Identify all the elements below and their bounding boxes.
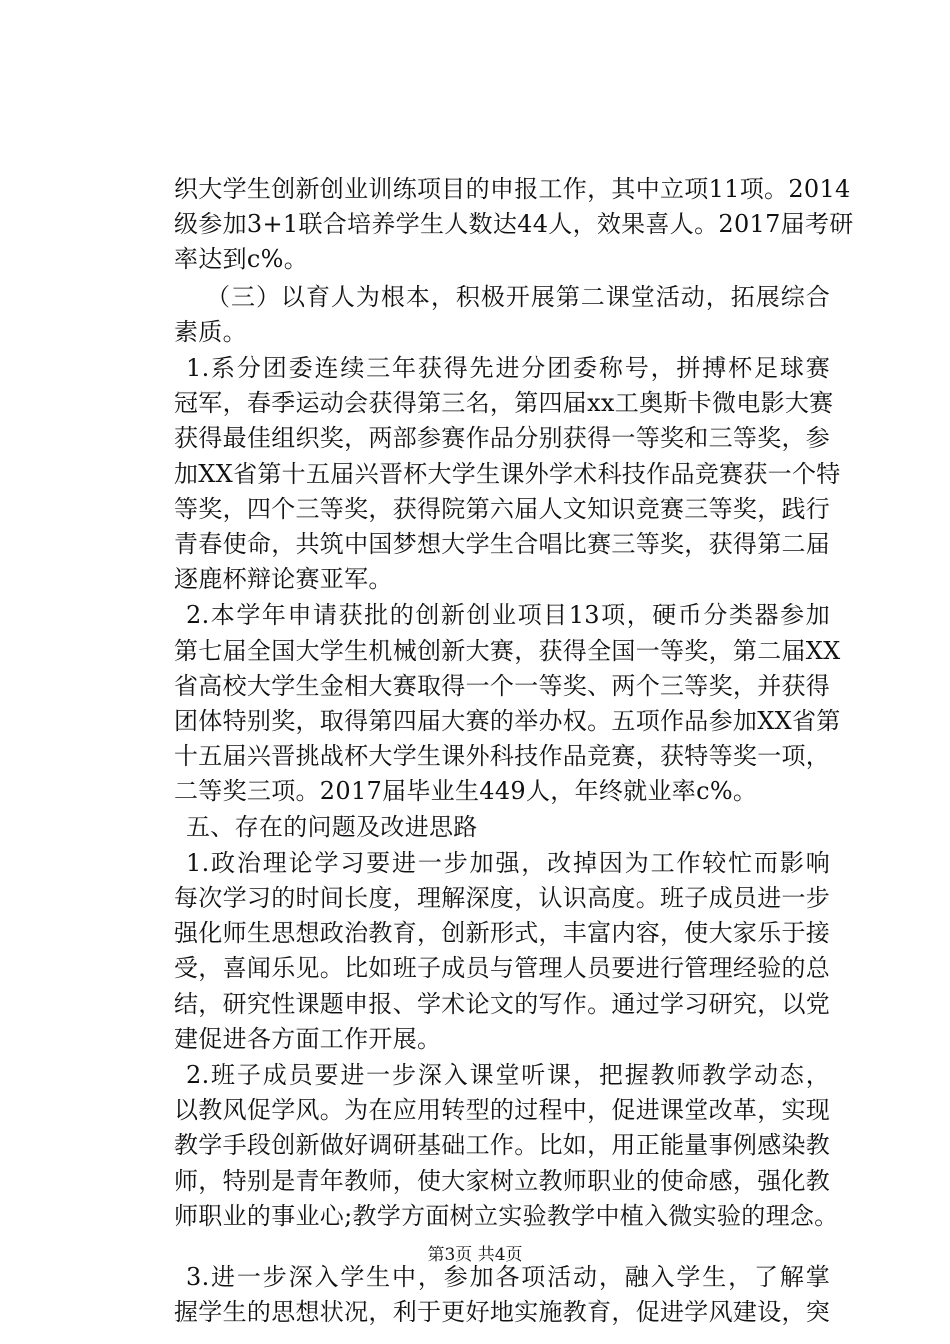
text-line: 2.本学年申请获批的创新创业项目13项，硬币分类器参加: [186, 601, 830, 629]
text-line: 师职业的事业心;教学方面树立实验教学中植入微实验的理念。: [174, 1202, 839, 1230]
text-line: 1.系分团委连续三年获得先进分团委称号，拼搏杯足球赛: [186, 354, 830, 382]
text-line: 3.进一步深入学生中，参加各项活动，融入学生，了解掌: [186, 1263, 830, 1291]
text-line: 逐鹿杯辩论赛亚军。: [174, 565, 393, 593]
text-line: 2.班子成员要进一步深入课堂听课，把握教师教学动态，: [186, 1061, 830, 1089]
text-line: 二等奖三项。2017届毕业生449人，年终就业率c%。: [174, 777, 758, 805]
text-line: 省高校大学生金相大赛取得一个一等奖、两个三等奖，并获得: [174, 672, 831, 700]
section-heading: 五、存在的问题及改进思路: [186, 813, 478, 841]
text-line: 握学生的思想状况，利于更好地实施教育，促进学风建设，突: [174, 1298, 831, 1326]
text-line: 受，喜闻乐见。比如班子成员与管理人员要进行管理经验的总: [174, 954, 831, 982]
text-line: 获得最佳组织奖，两部参赛作品分别获得一等奖和三等奖，参: [174, 424, 831, 452]
text-line: 加XX省第十五届兴晋杯大学生课外学术科技作品竞赛获一个特: [174, 460, 841, 488]
text-line: 率达到c%。: [174, 245, 309, 273]
text-line: 团体特别奖，取得第四届大赛的举办权。五项作品参加XX省第: [174, 707, 841, 735]
text-line: 冠军，春季运动会获得第三名，第四届xx工奥斯卡微电影大赛: [174, 389, 834, 417]
text-line: 每次学习的时间长度，理解深度，认识高度。班子成员进一步: [174, 884, 831, 912]
section-heading: （三）以育人为根本，积极开展第二课堂活动，拓展综合: [206, 283, 830, 311]
text-line: 以教风促学风。为在应用转型的过程中，促进课堂改革，实现: [174, 1096, 831, 1124]
text-line: 教学手段创新做好调研基础工作。比如，用正能量事例感染教: [174, 1131, 831, 1159]
text-line: 结，研究性课题申报、学术论文的写作。通过学习研究，以党: [174, 990, 831, 1018]
page-number-footer: 第3页 共4页: [427, 1245, 523, 1265]
text-line: 强化师生思想政治教育，创新形式，丰富内容，使大家乐于接: [174, 919, 831, 947]
text-line: 师，特别是青年教师，使大家树立教师职业的使命感，强化教: [174, 1167, 831, 1195]
text-line: 青春使命，共筑中国梦想大学生合唱比赛三等奖，获得第二届: [174, 530, 831, 558]
text-line: 级参加3+1联合培养学生人数达44人，效果喜人。2017届考研: [174, 210, 854, 238]
text-line: 织大学生创新创业训练项目的申报工作，其中立项11项。2014: [174, 175, 851, 203]
text-line: 建促进各方面工作开展。: [174, 1025, 442, 1053]
text-line: 等奖，四个三等奖，获得院第六届人文知识竞赛三等奖，践行: [174, 495, 831, 523]
text-line: 第七届全国大学生机械创新大赛，获得全国一等奖，第二届XX: [174, 637, 841, 665]
text-line: 素质。: [174, 318, 247, 346]
text-line: 十五届兴晋挑战杯大学生课外科技作品竞赛，获特等奖一项，: [174, 742, 831, 770]
text-line: 1.政治理论学习要进一步加强，改掉因为工作较忙而影响: [186, 849, 830, 877]
